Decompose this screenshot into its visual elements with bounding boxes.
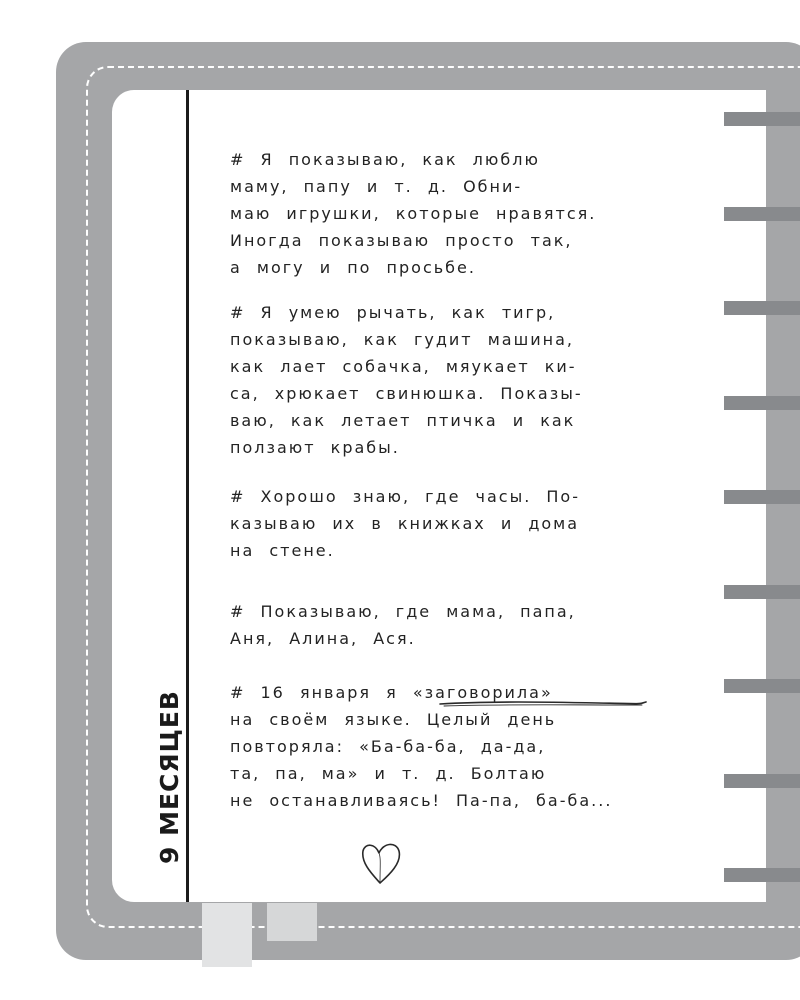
binder-ring [724,207,800,221]
entry-line: не останавливаясь! Па-па, ба-ба... [230,791,613,810]
spine-title: 9 МЕСЯЦЕВ [155,690,184,864]
entry-line: казываю их в книжках и дома [230,514,580,533]
binder-ring [724,396,800,410]
binder-ring [724,585,800,599]
binder-ring [724,490,800,504]
entry-line: Аня, Алина, Ася. [230,629,416,648]
diary-entry [230,299,583,461]
entry-line: на своём языке. Целый день [230,710,557,729]
bookmark-ribbon [202,903,252,967]
diary-entry [230,483,580,564]
diary-entry [230,146,596,281]
binder-ring [724,774,800,788]
bookmark-ribbon [267,903,317,941]
entry-line: # Я умею рычать, как тигр, [230,303,556,322]
entry-line: Иногда показываю просто так, [230,231,573,250]
entry-line: # Хорошо знаю, где часы. По- [230,487,580,506]
entry-line: повторяла: «Ба-ба-ба, да-да, [230,737,546,756]
entry-line: на стене. [230,541,335,560]
binder-ring [724,679,800,693]
entry-line: ползают крабы. [230,438,400,457]
entry-line: маю игрушки, которые нравятся. [230,204,597,223]
entry-line: # Я показываю, как люблю [230,150,540,169]
entry-line: как лает собачка, мяукает ки- [230,357,577,376]
entry-line: а могу и по просьбе. [230,258,476,277]
entry-line: са, хрюкает свинюшка. Показы- [230,384,583,403]
diary-entry [230,598,576,652]
hand-drawn-heart-icon [356,836,406,888]
entry-line: # Показываю, где мама, папа, [230,602,576,621]
entry-line: # 16 января я «заговорила» [230,683,553,702]
entry-line: та, па, ма» и т. д. Болтаю [230,764,547,783]
entry-line: маму, папу и т. д. Обни- [230,177,523,196]
entry-line: показываю, как гудит машина, [230,330,574,349]
spine-divider [186,90,189,902]
binder-ring [724,112,800,126]
entry-line: ваю, как летает птичка и как [230,411,576,430]
binder-ring [724,868,800,882]
binder-ring [724,301,800,315]
hand-drawn-underline-icon [438,698,648,708]
